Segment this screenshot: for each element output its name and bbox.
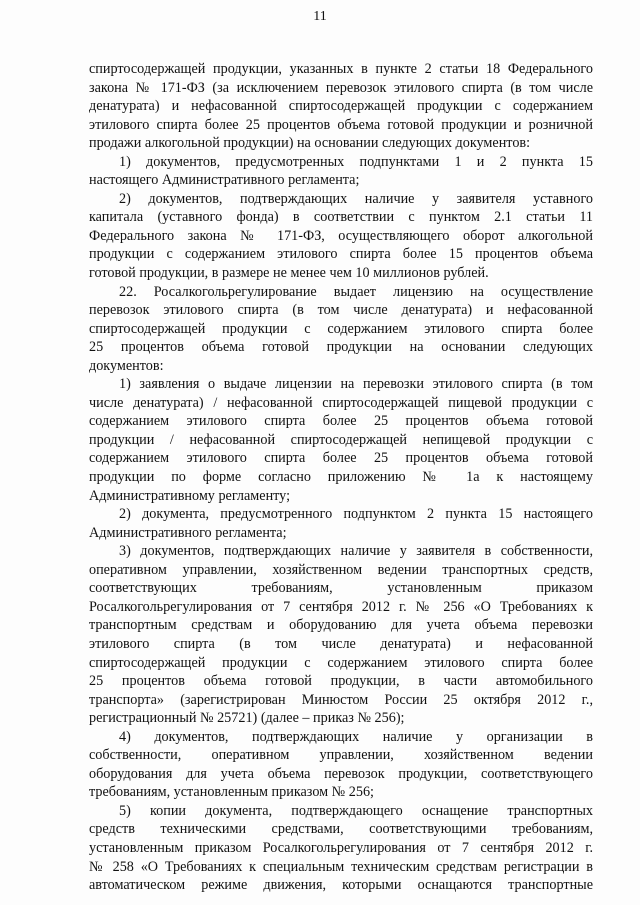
text-line: продукции по форме согласно приложению № 1а к настоящему — [89, 469, 593, 486]
text-line: 22. Росалкогольрегулирование выдает лицензию на осуществление — [119, 283, 593, 300]
text-line: документов: — [89, 357, 164, 374]
text-line: этилового спирта (в том числе денатурата) и нефасованной — [89, 635, 593, 652]
text-line: собственности, оперативном управлении, хозяйственном ведении — [89, 747, 593, 764]
text-line: 1) документов, предусмотренных подпунктами 1 и 2 пункта 15 — [119, 153, 593, 170]
text-line: капитала (уставного фонда) в соответствии с пунктом 2.1 статьи 11 — [89, 209, 593, 226]
text-line: продукции с содержанием этилового спирта более 15 процентов объема — [89, 246, 593, 263]
text-line: перевозок этилового спирта (в том числе денатурата) и нефасованной — [89, 302, 593, 319]
page-number: 11 — [313, 9, 327, 24]
text-line: требованиям, установленным приказом № 256; — [89, 784, 374, 801]
text-line: 25 процентов объема готовой продукции на основании следующих — [89, 339, 593, 356]
text-line: Федерального закона № 171-ФЗ, осуществляющего оборот алкогольной — [89, 227, 593, 244]
text-line: продажи алкогольной продукции) на основании следующих документов: — [89, 135, 531, 152]
text-line: готовой продукции, в размере не менее чем 10 миллионов рублей. — [89, 265, 489, 282]
text-line: закона № 171-ФЗ (за исключением перевозок этилового спирта (в том числе — [89, 79, 593, 96]
text-line: 1) заявления о выдаче лицензии на перевозки этилового спирта (в том — [119, 376, 593, 393]
document-body — [89, 60, 593, 895]
text-line: настоящего Административного регламента; — [89, 172, 360, 189]
text-line: спиртосодержащей продукции с содержанием этилового спирта более — [89, 654, 593, 671]
text-line: Административного регламента; — [89, 524, 287, 541]
text-line: этилового спирта более 25 процентов объема готовой продукции и розничной — [89, 116, 593, 133]
text-line: № 258 «О Требованиях к специальным техническим средствам регистрации в — [89, 858, 593, 875]
text-line: 2) документа, предусмотренного подпунктом 2 пункта 15 настоящего — [119, 506, 593, 523]
text-line: 25 процентов объема готовой продукции, в части автомобильного — [89, 673, 593, 690]
text-line: 5) копии документа, подтверждающего оснащение транспортных — [119, 802, 593, 819]
text-line: регистрационный № 25721) (далее – приказ № 256); — [89, 710, 405, 727]
text-line: продукции / нефасованной спиртосодержащей непищевой продукции с — [89, 431, 593, 448]
text-line: Росалкогольрегулирования от 7 сентября 2012 г. № 256 «О Требованиях к — [89, 598, 593, 615]
text-line: автоматическом режиме движения, которыми оснащаются транспортные — [89, 877, 593, 894]
text-line: спиртосодержащей продукции с содержанием этилового спирта более — [89, 320, 593, 337]
text-line: спиртосодержащей продукции, указанных в пункте 2 статьи 18 Федерального — [89, 61, 593, 77]
text-line: оперативном управлении, хозяйственном ведении транспортных средств, — [89, 561, 593, 578]
text-line: 3) документов, подтверждающих наличие у заявителя в собственности, — [119, 543, 593, 560]
text-line: 4) документов, подтверждающих наличие у организации в — [119, 728, 593, 745]
text-line: денатурата) и нефасованной спиртосодержащей продукции с содержанием — [89, 98, 593, 115]
text-line: соответствующих требованиям, установленным приказом — [89, 580, 593, 597]
text-line: оборудования для учета объема перевозок продукции, соответствующего — [89, 765, 593, 782]
text-line: числе денатурата) / нефасованной спиртосодержащей пищевой продукции с — [89, 394, 593, 411]
text-line: транспорта» (зарегистрирован Минюстом России 25 октября 2012 г., — [89, 691, 593, 708]
text-line: Административному регламенту; — [89, 487, 291, 504]
text-line: содержанием этилового спирта более 25 процентов объема готовой — [89, 413, 593, 430]
text-line: 2) документов, подтверждающих наличие у заявителя уставного — [119, 190, 593, 207]
text-line: содержанием этилового спирта более 25 процентов объема готовой — [89, 450, 593, 467]
text-line: средств техническими средствами, соответствующими требованиям, — [89, 821, 593, 838]
text-line: транспортным средствам и оборудованию для учета объема перевозки — [89, 617, 593, 634]
text-line: установленным приказом Росалкогольрегулирования от 7 сентября 2012 г. — [89, 839, 593, 856]
